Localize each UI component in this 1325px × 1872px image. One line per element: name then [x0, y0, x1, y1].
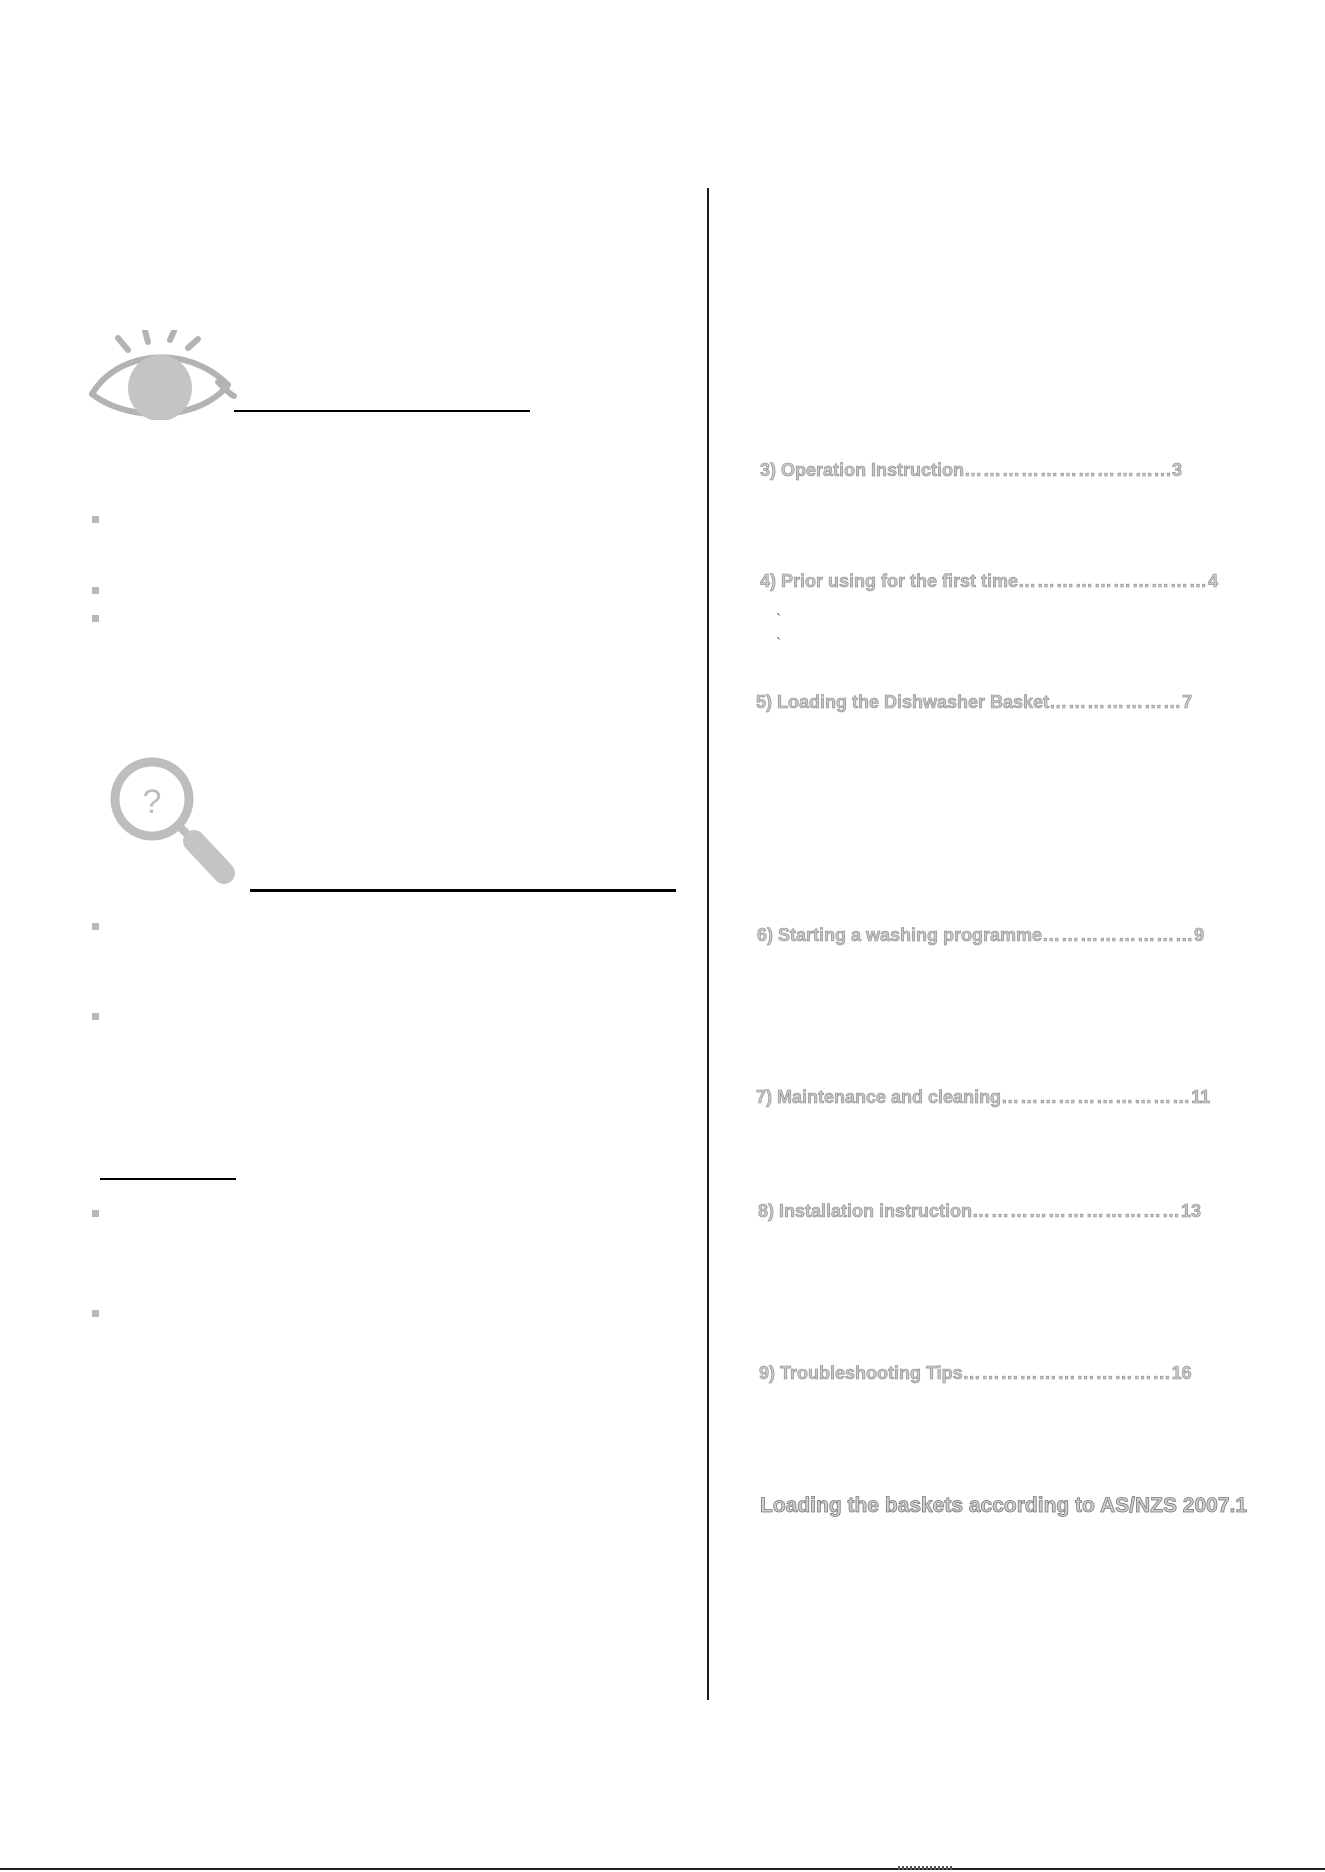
toc-entry-page: 9	[1194, 925, 1205, 945]
toc-entry[interactable]	[759, 1363, 1192, 1384]
toc-entry-page: 4	[1208, 571, 1219, 591]
toc-entry-label: 9) Troubleshooting Tips	[759, 1363, 963, 1383]
toc-entry-label: 4) Prior using for the first time	[760, 571, 1019, 591]
toc-entry[interactable]	[757, 925, 1204, 946]
toc-entry-label: 6) Starting a washing programme	[757, 925, 1043, 945]
svg-text:?: ?	[142, 783, 162, 821]
toc-entry-dots: …………………………	[1018, 571, 1209, 591]
toc-entry[interactable]	[758, 1201, 1201, 1222]
toc-entry-page: 7	[1182, 692, 1193, 712]
square-bullet-icon	[92, 1210, 99, 1217]
toc-entry-dots: ……………………………	[972, 1201, 1182, 1221]
page-edge-mark	[898, 1866, 954, 1870]
tick-mark: `	[776, 612, 782, 629]
toc-entry-dots: …………………………...	[964, 460, 1173, 480]
toc-entry[interactable]	[756, 692, 1192, 713]
eye-section-heading-rule	[234, 410, 530, 412]
magnifier-section-heading-rule	[250, 889, 676, 892]
page-bottom-edge	[0, 1868, 1325, 1870]
toc-entry[interactable]	[760, 571, 1218, 592]
toc-entry-page: 3	[1172, 460, 1183, 480]
toc-entry-page: 13	[1181, 1201, 1202, 1221]
toc-entry-dots: ……………………	[1042, 925, 1195, 945]
toc-entry-label: 7) Maintenance and cleaning	[756, 1087, 1002, 1107]
toc-entry-label: 5) Loading the Dishwasher Basket	[756, 692, 1050, 712]
magnifier-question-icon	[108, 755, 238, 890]
eye-icon	[88, 330, 238, 420]
square-bullet-icon	[92, 516, 99, 523]
toc-entry-page: 16	[1171, 1363, 1192, 1383]
toc-entry-dots: ……………………………	[962, 1363, 1172, 1383]
toc-entry-label: 8) Installation instruction	[758, 1201, 973, 1221]
toc-entry-dots: …………………	[1049, 692, 1183, 712]
square-bullet-icon	[92, 1013, 99, 1020]
square-bullet-icon	[92, 1310, 99, 1317]
square-bullet-icon	[92, 923, 99, 930]
square-bullet-icon	[92, 587, 99, 594]
loading-standard-note: Loading the baskets according to AS/NZS 2007.1	[760, 1494, 1248, 1517]
toc-entry-page: 11	[1191, 1087, 1211, 1107]
tick-mark: `	[776, 636, 782, 653]
toc-entry[interactable]	[760, 460, 1182, 481]
toc-entry[interactable]	[756, 1087, 1210, 1108]
toc-entry-label: 3) Operation Instruction	[760, 460, 965, 480]
square-bullet-icon	[92, 615, 99, 622]
column-divider	[707, 188, 709, 1700]
toc-entry-dots: …………………………	[1001, 1087, 1192, 1107]
subsection-heading-rule	[100, 1178, 236, 1180]
